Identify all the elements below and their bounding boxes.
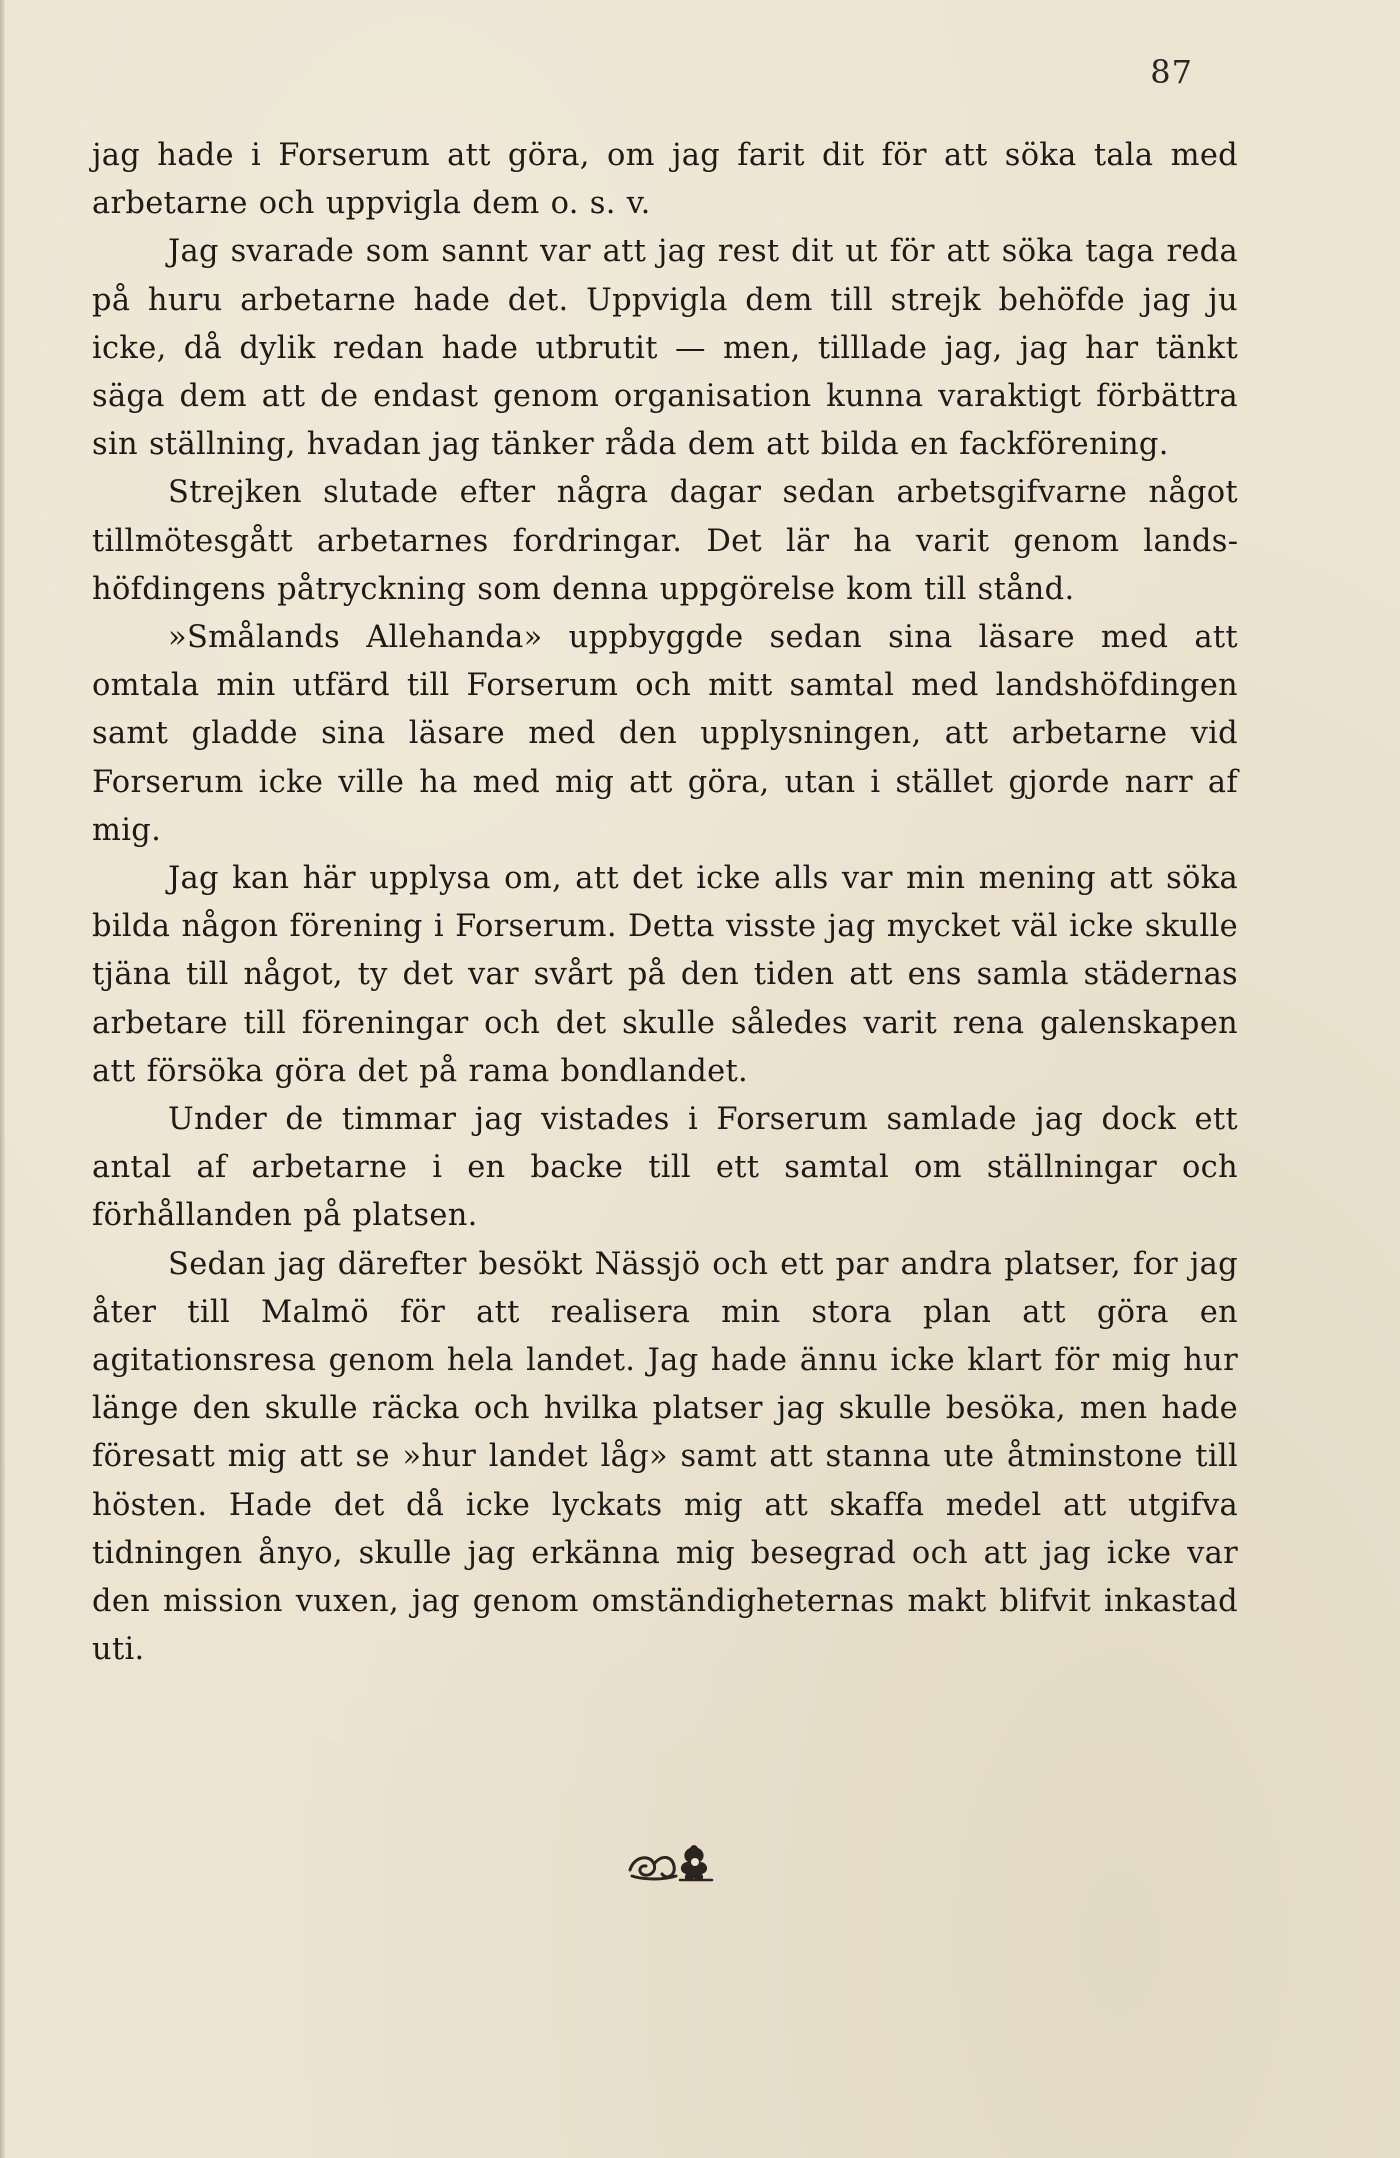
paragraph: Jag svarade som sannt var att jag rest dit ut för att söka taga reda på huru arbetarne hade det. Uppvigla dem till strejk behöfde jag ju icke, då dylik redan hade utbrutit — men, tilllade jag, jag har tänkt säga dem att de endast genom organisation kunna varaktigt förbättra sin ställning, hvadan jag tänker råda dem att bilda en fackförening. [92, 234, 1238, 463]
page-number: 87 [1150, 53, 1193, 91]
page-edge [0, 0, 5, 2158]
paragraph: Sedan jag därefter besökt Nässjö och ett par andra platser, for jag åter till Malmö för att realisera min stora plan att göra en agitationsresa genom hela landet. Jag hade ännu icke klart för mig hur länge den skulle räcka och hvilka platser jag skulle besöka, men hade föresatt mig att se »hur landet låg» samt att stanna ute åtminstone till hösten. Hade det då icke lyckats mig att skaffa medel att utgifva tidningen ånyo, skulle jag erkänna mig besegrad och att jag icke var den mission vuxen, jag genom omständigheternas makt blifvit inkastad uti. [92, 1246, 1238, 1668]
paragraph: Strejken slutade efter några dagar sedan arbetsgifvarne något tillmötesgått arbetarnes fordringar. Det lär ha varit genom landshöfdingens påtryckning som denna uppgörelse kom till stånd. [92, 475, 1238, 607]
paragraph: »Smålands Allehanda» uppbyggde sedan sina läsare med att omtala min utfärd till Forserum och mitt samtal med landshöfdingen samt gladde sina läsare med den upplysningen, att arbetarne vid Forserum icke ville ha med mig att göra, utan i stället gjorde narr af mig. [92, 620, 1238, 848]
paragraph: Jag kan här upplysa om, att det icke alls var min mening att söka bilda någon förening i Forserum. Detta visste jag mycket väl icke skulle tjäna till något, ty det var svårt på den tiden att ens samla städernas arbetare till föreningar och det skulle således varit rena galenskapen att försöka göra det på rama bondlandet. [92, 861, 1238, 1089]
paragraph-continued: jag hade i Forserum att göra, om jag farit dit för att söka tala med arbetarne och uppvigla dem o. s. v. [92, 138, 1238, 222]
paragraph: Under de timmar jag vistades i Forserum samlade jag dock ett antal af arbetarne i en backe till ett samtal om ställningar och förhållanden på platsen. [92, 1102, 1238, 1234]
floral-ornament-icon [620, 1832, 720, 1892]
body-text [92, 132, 1238, 1675]
